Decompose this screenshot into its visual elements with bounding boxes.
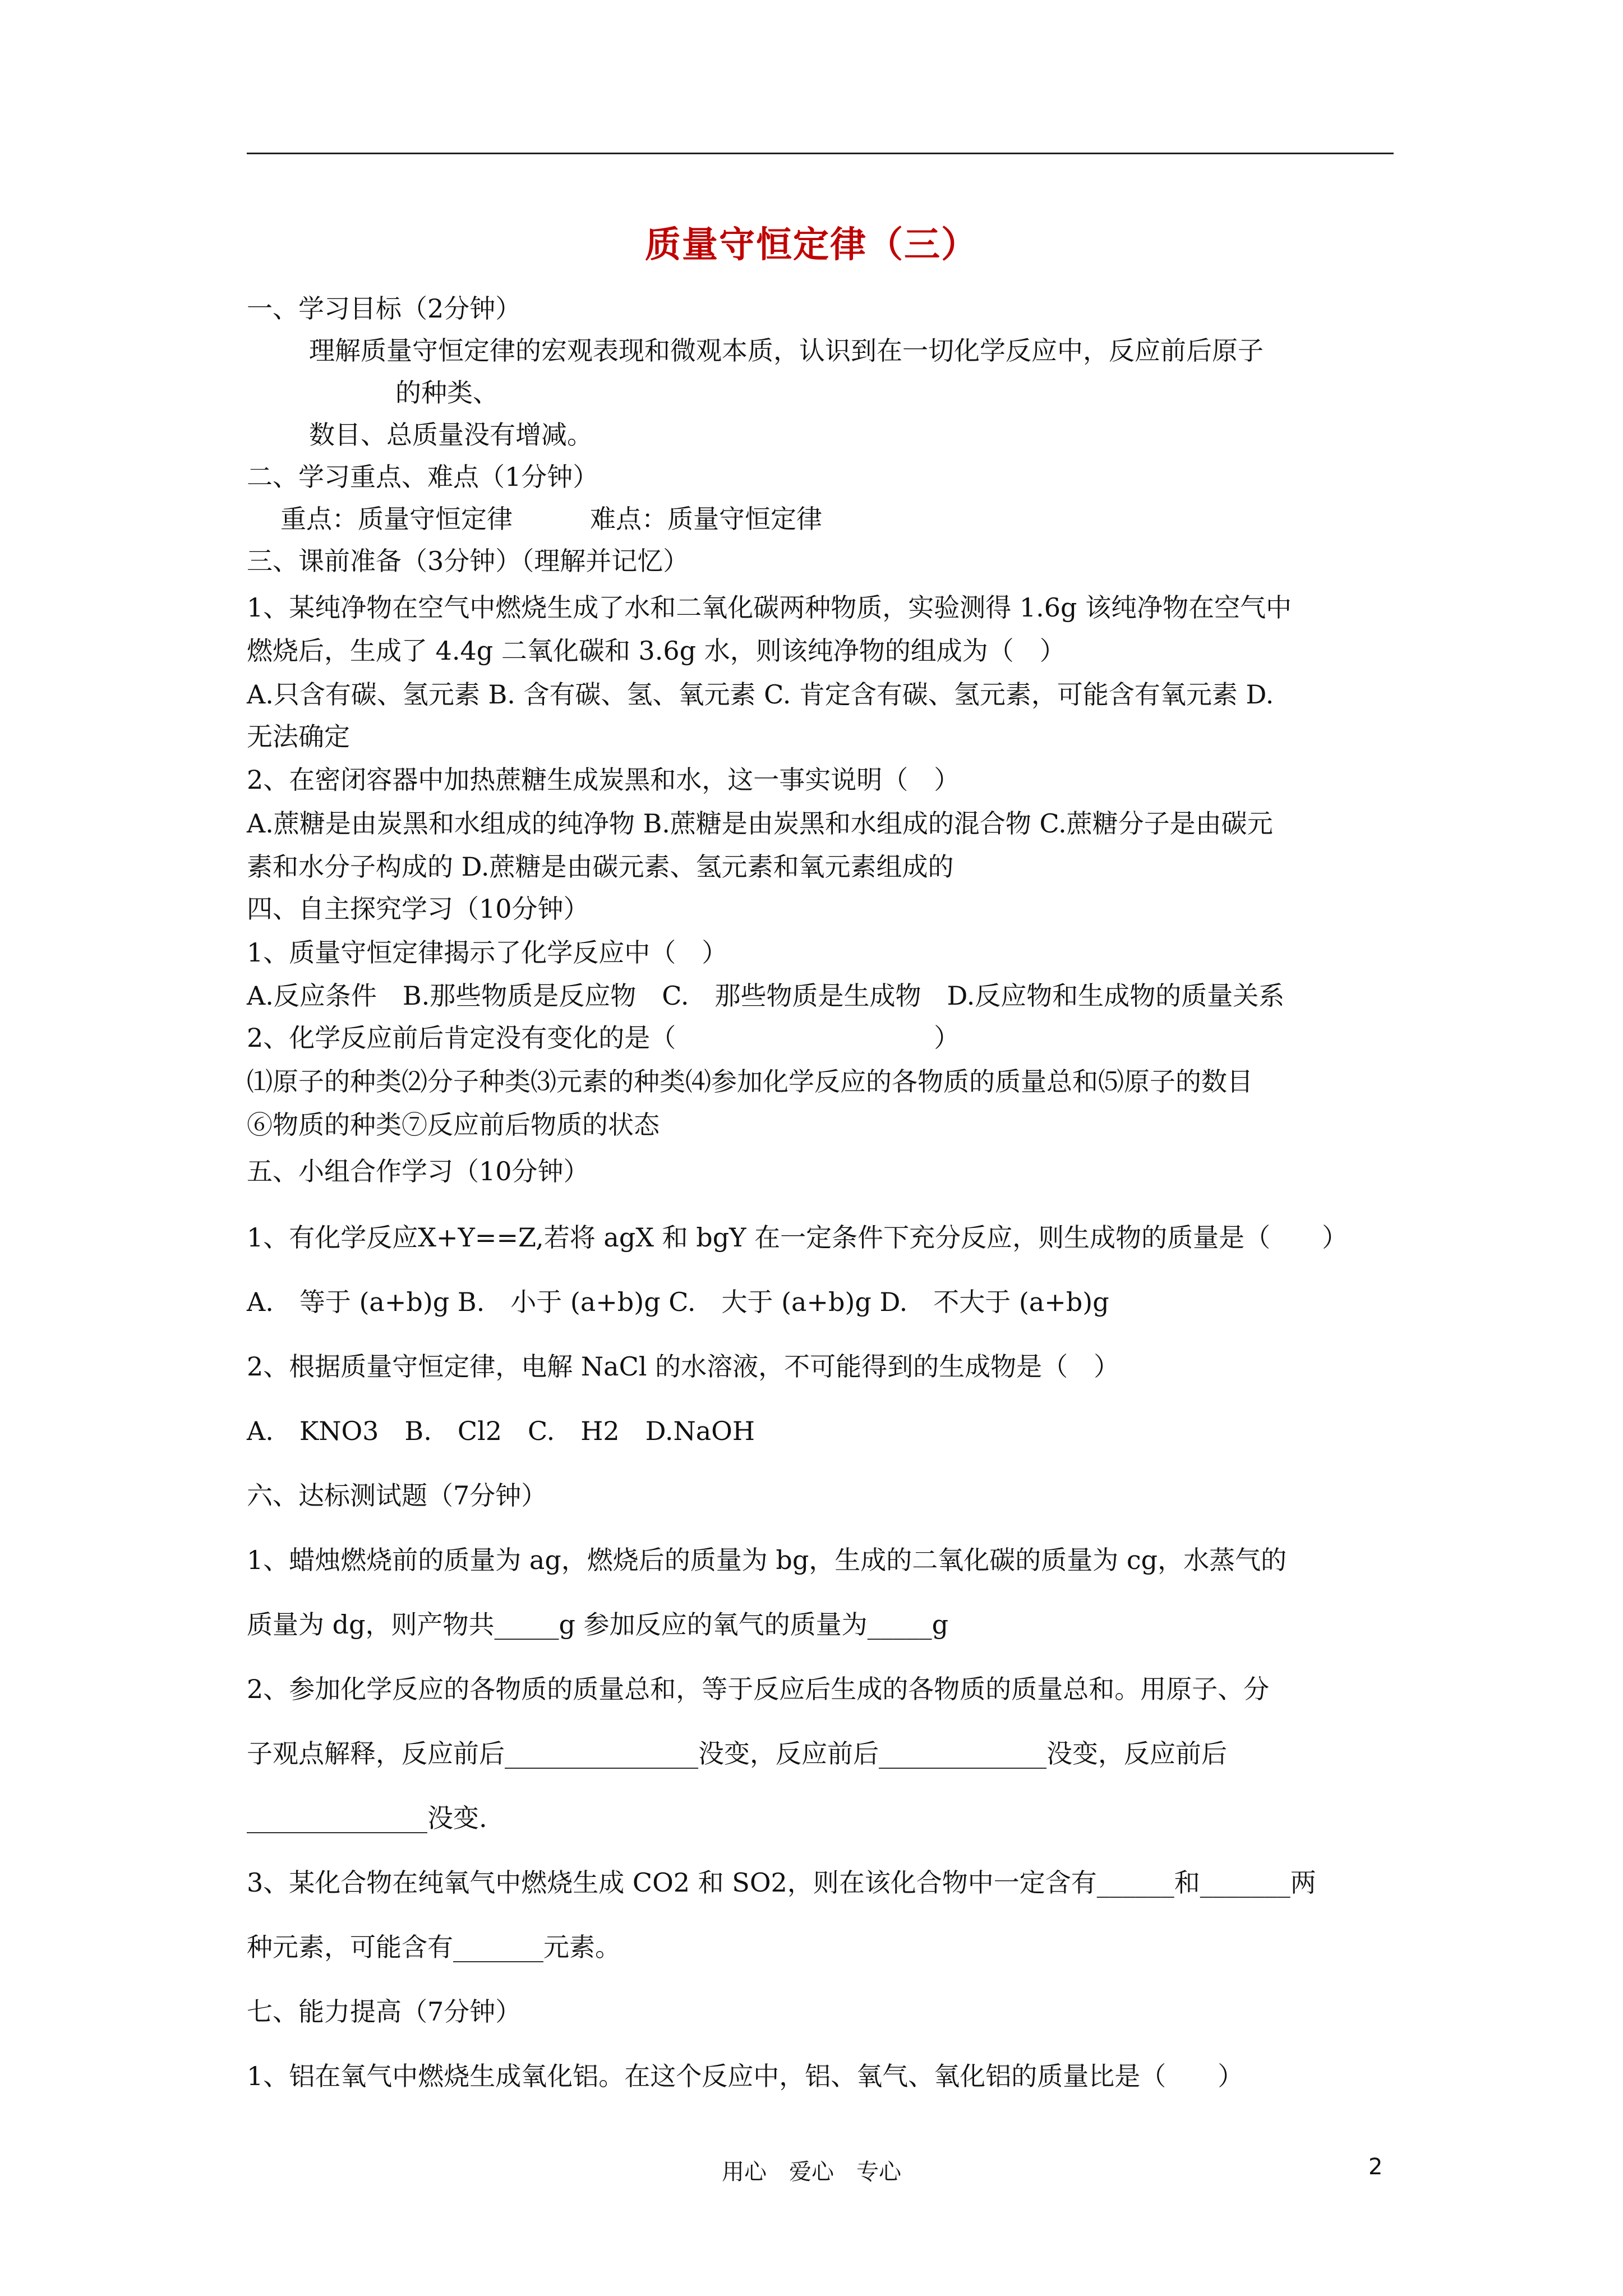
s4-q2-line-1: 2、化学反应前后肯定没有变化的是（ ） bbox=[247, 1023, 960, 1053]
s6-q3-line-1: 3、某化合物在纯氧气中燃烧生成 CO2 和 SO2，则在该化合物中一定含有______和_______两 bbox=[247, 1867, 1316, 1898]
s1-line-3: 数目、总质量没有增减。 bbox=[309, 420, 593, 450]
s6-q1-line-1: 1、蜡烛燃烧前的质量为 ag，燃烧后的质量为 bg，生成的二氧化碳的质量为 cg，水蒸气的 bbox=[247, 1545, 1287, 1575]
section-5-heading: 五、小组合作学习（10分钟） bbox=[247, 1156, 589, 1186]
s3-q2-line-1: 2、在密闭容器中加热蔗糖生成炭黑和水，这一事实说明（ ） bbox=[247, 765, 960, 795]
footer-slogan: 用心 爱心 专心 bbox=[722, 2159, 901, 2185]
s1-line-2: 的种类、 bbox=[395, 378, 499, 408]
s7-q1: 1、铝在氧气中燃烧生成氧化铝。在这个反应中，铝、氧气、氧化铝的质量比是（ ） bbox=[247, 2061, 1244, 2091]
s3-q2-line-2: A.蔗糖是由炭黑和水组成的纯净物 B.蔗糖是由炭黑和水组成的混合物 C.蔗糖分子是由碳元 bbox=[247, 808, 1273, 839]
s5-q1-options: A. 等于 (a+b)g B. 小于 (a+b)g C. 大于 (a+b)g D. 不大于 (a+b)g bbox=[247, 1287, 1109, 1317]
s1-line-1: 理解质量守恒定律的宏观表现和微观本质，认识到在一切化学反应中，反应前后原子 bbox=[309, 335, 1264, 366]
s4-q2-line-3: ⑥物质的种类⑦反应前后物质的状态 bbox=[247, 1110, 660, 1140]
s6-q2-line-3: ______________没变. bbox=[247, 1803, 487, 1833]
s6-q2-line-1: 2、参加化学反应的各物质的质量总和，等于反应后生成的各物质的质量总和。用原子、分 bbox=[247, 1674, 1270, 1704]
s4-q1-line-2: A.反应条件 B.那些物质是反应物 C. 那些物质是生成物 D.反应物和生成物的质量关系 bbox=[247, 981, 1285, 1011]
s5-q2-options: A. KNO3 B. Cl2 C. H2 D.NaOH bbox=[247, 1416, 755, 1446]
s3-q2-line-3: 素和水分子构成的 D.蔗糖是由碳元素、氢元素和氧元素组成的 bbox=[247, 852, 954, 882]
section-3-heading: 三、课前准备（3分钟）（理解并记忆） bbox=[247, 546, 689, 576]
section-1-heading: 一、学习目标（2分钟） bbox=[247, 293, 522, 324]
s5-q1: 1、有化学反应X+Y==Z,若将 agX 和 bgY 在一定条件下充分反应，则生成物的质量是（ ） bbox=[247, 1222, 1348, 1253]
section-6-heading: 六、达标测试题（7分钟） bbox=[247, 1480, 547, 1511]
s6-q2-line-2: 子观点解释，反应前后_______________没变，反应前后_____________没变，反应前后 bbox=[247, 1738, 1227, 1769]
s3-q1-line-3: A.只含有碳、氢元素 B. 含有碳、氢、氧元素 C. 肯定含有碳、氢元素，可能含有氧元素 D. bbox=[247, 679, 1274, 710]
section-2-heading: 二、学习重点、难点（1分钟） bbox=[247, 462, 599, 492]
section-4-heading: 四、自主探究学习（10分钟） bbox=[247, 894, 589, 924]
s2-line: 重点：质量守恒定律 难点：质量守恒定律 bbox=[280, 504, 822, 534]
s3-q1-line-4: 无法确定 bbox=[247, 721, 350, 752]
s3-q1-line-2: 燃烧后，生成了 4.4g 二氧化碳和 3.6g 水，则该纯净物的组成为（ ） bbox=[247, 636, 1066, 666]
s6-q1-line-2: 质量为 dg，则产物共_____g 参加反应的氧气的质量为_____g bbox=[247, 1609, 949, 1640]
header-rule bbox=[247, 153, 1394, 154]
s4-q1-line-1: 1、质量守恒定律揭示了化学反应中（ ） bbox=[247, 937, 728, 968]
section-7-heading: 七、能力提高（7分钟） bbox=[247, 1996, 522, 2027]
s4-q2-line-2: ⑴原子的种类⑵分子种类⑶元素的种类⑷参加化学反应的各物质的质量总和⑸原子的数目 bbox=[247, 1066, 1253, 1097]
s3-q1-line-1: 1、某纯净物在空气中燃烧生成了水和二氧化碳两种物质，实验测得 1.6g 该纯净物在空气中 bbox=[247, 592, 1292, 623]
s6-q3-line-2: 种元素，可能含有_______元素。 bbox=[247, 1932, 621, 1962]
page-number: 2 bbox=[1368, 2154, 1383, 2180]
page-title: 质量守恒定律（三） bbox=[645, 224, 978, 266]
s5-q2: 2、根据质量守恒定律，电解 NaCl 的水溶液，不可能得到的生成物是（ ） bbox=[247, 1351, 1120, 1382]
